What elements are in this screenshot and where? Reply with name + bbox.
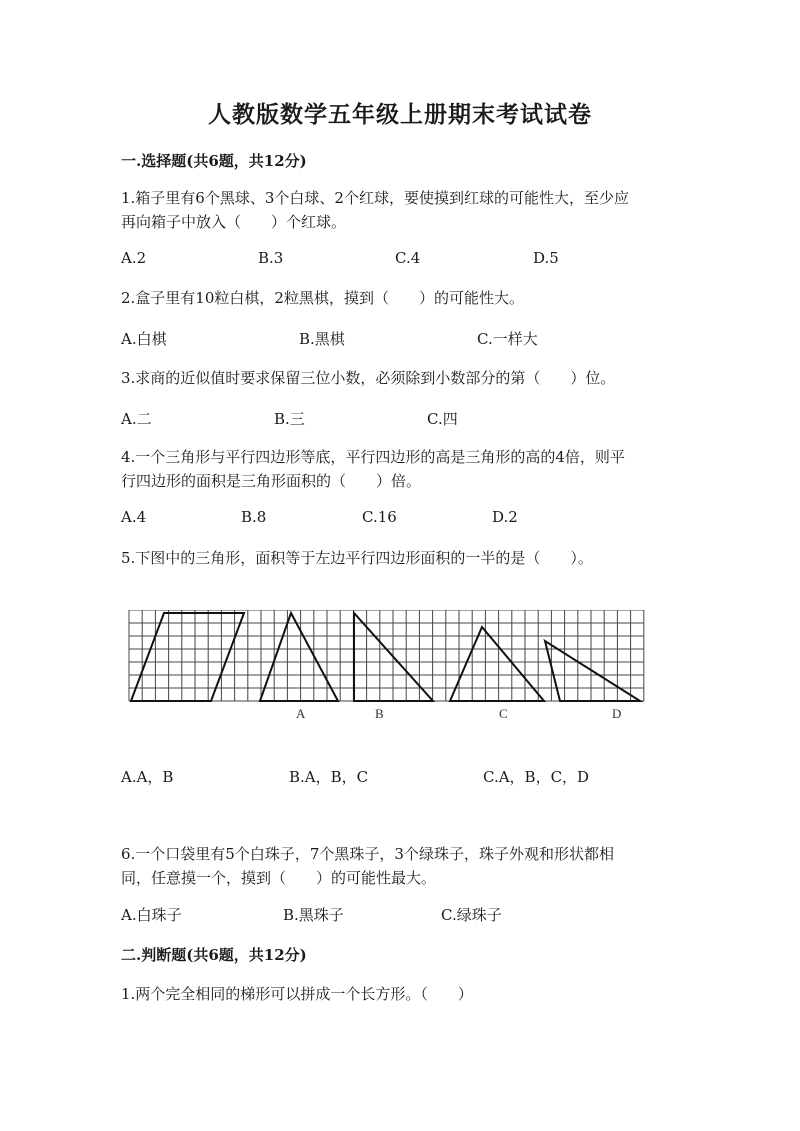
question-1-line-2: 再向箱子中放入（ ）个红球。 — [121, 213, 347, 231]
option-c[interactable]: C.4 — [395, 249, 421, 267]
question-1 — [121, 186, 681, 234]
option-a[interactable]: A.二 — [121, 410, 152, 428]
grid-figure — [128, 610, 648, 722]
section-heading-choice: 一.选择题(共6题，共12分) — [121, 152, 307, 170]
figure-label-d: D — [612, 706, 622, 721]
question-3-options — [121, 408, 721, 430]
option-d[interactable]: D.2 — [492, 508, 518, 526]
page-title: 人教版数学五年级上册期末考试试卷 — [208, 101, 592, 128]
option-b[interactable]: B.A，B，C — [289, 768, 369, 786]
question-2-options — [121, 328, 721, 350]
option-b[interactable]: B.黑棋 — [299, 330, 345, 348]
question-6-options — [121, 904, 721, 926]
section-heading-judgement: 二.判断题(共6题，共12分) — [121, 946, 307, 964]
option-b[interactable]: B.三 — [274, 410, 305, 428]
option-a[interactable]: A.2 — [121, 249, 147, 267]
question-3: 3.求商的近似值时要求保留三位小数，必须除到小数部分的第（ ）位。 — [121, 369, 616, 387]
judgement-1: 1.两个完全相同的梯形可以拼成一个长方形。（ ） — [121, 985, 473, 1003]
question-4-line-1: 4.一个三角形与平行四边形等底，平行四边形的高是三角形的高的4倍，则平 — [121, 448, 625, 466]
figure-label-c: C — [499, 706, 508, 721]
option-b[interactable]: B.黑珠子 — [283, 906, 344, 924]
question-1-line-1: 1.箱子里有6个黑球、3个白球、2个红球，要使摸到红球的可能性大，至少应 — [121, 189, 629, 207]
option-a[interactable]: A.白棋 — [121, 330, 167, 348]
option-a[interactable]: A.4 — [121, 508, 147, 526]
triangle-d-shape — [545, 641, 640, 701]
question-4-options — [121, 508, 721, 530]
option-c[interactable]: C.一样大 — [477, 330, 538, 348]
option-c[interactable]: C.A，B，C，D — [483, 768, 590, 786]
option-c[interactable]: C.绿珠子 — [441, 906, 502, 924]
option-c[interactable]: C.16 — [362, 508, 397, 526]
question-4-line-2: 行四边形的面积是三角形面积的（ ）倍。 — [121, 472, 422, 490]
question-6-line-2: 同，任意摸一个，摸到（ ）的可能性最大。 — [121, 869, 437, 887]
question-5: 5.下图中的三角形，面积等于左边平行四边形面积的一半的是（ ）。 — [121, 549, 593, 567]
question-2: 2.盒子里有10粒白棋，2粒黑棋，摸到（ ）的可能性大。 — [121, 289, 524, 307]
question-6 — [121, 842, 681, 890]
option-a[interactable]: A.A，B — [121, 768, 174, 786]
option-a[interactable]: A.白珠子 — [121, 906, 182, 924]
question-1-options — [121, 249, 721, 271]
option-b[interactable]: B.8 — [241, 508, 267, 526]
question-6-line-1: 6.一个口袋里有5个白珠子，7个黑珠子，3个绿珠子，珠子外观和形状都相 — [121, 845, 614, 863]
figure-label-a: A — [296, 706, 306, 721]
question-5-options — [121, 766, 721, 788]
option-c[interactable]: C.四 — [427, 410, 458, 428]
triangle-c-shape — [450, 627, 544, 701]
figure-label-b: B — [375, 706, 384, 721]
question-4 — [121, 445, 681, 493]
option-d[interactable]: D.5 — [533, 249, 559, 267]
option-b[interactable]: B.3 — [258, 249, 284, 267]
